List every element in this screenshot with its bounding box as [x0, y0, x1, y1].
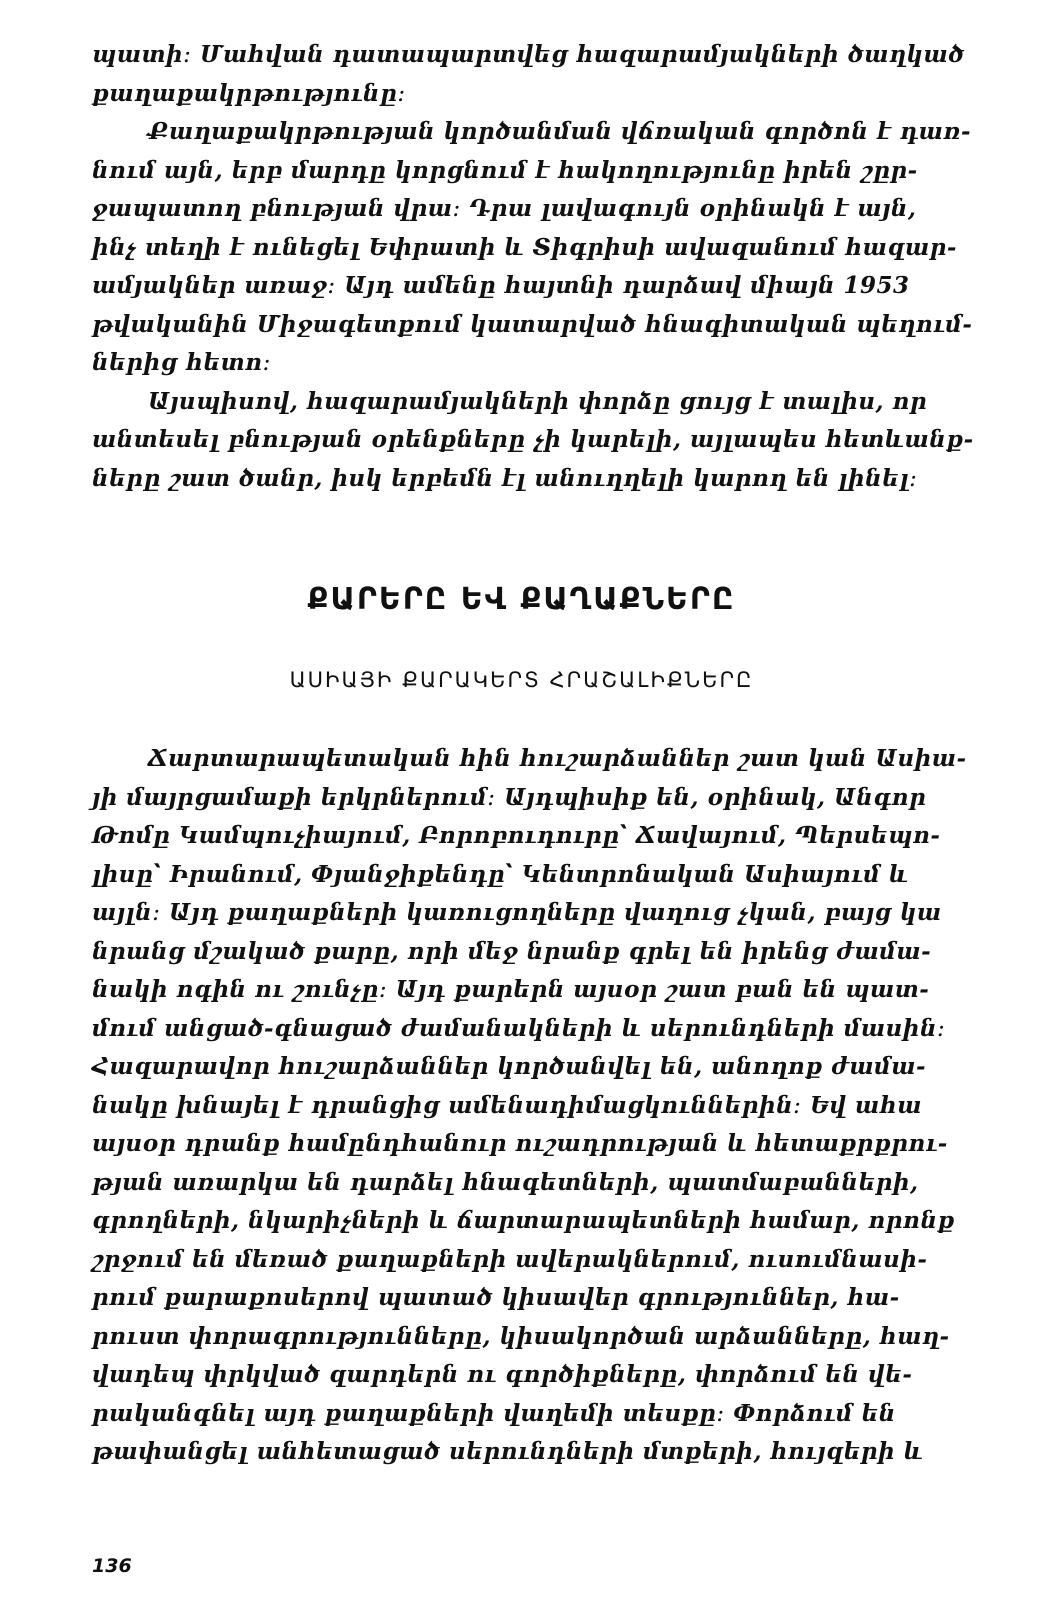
top-text-block [92, 36, 974, 498]
bottom-text-block [92, 740, 967, 1472]
text-line: Այսպիսով, հազարամյակների փորձը ցույց է տալիս, որ [148, 387, 928, 415]
text-line: լիսը՝ Իրանում, Փյանջիքենդը՝ Կենտրոնական Ասիայում և [92, 860, 909, 888]
text-line: Քաղաքակրթության կործանման վճռական գործոն է դառ- [148, 118, 972, 145]
text-line: թափանցել անհետացած սերունդների մտքերի, հույզերի և [92, 1438, 924, 1465]
text-line: նում այն, երբ մարդը կորցնում է հակողությունը իրեն շըր- [92, 156, 918, 184]
text-line: շրջում են մեռած քաղաքների ավերակներում, ուսումնասի- [92, 1245, 928, 1273]
page-number: 136 [92, 1555, 132, 1577]
text-line: պատի։ Մահվան դատապարտվեց հազարամյակների ծաղկած [92, 41, 965, 68]
text-line: ները շատ ծանր, իսկ երբեմն էլ անուղղելի կարող են լինել։ [92, 464, 918, 492]
text-line: քաղաքակրթությունը։ [92, 79, 406, 107]
text-line: անտեսել բնության օրենքները չի կարելի, այլապես հետևանք- [92, 426, 974, 453]
text-line: նակի ոգին ու շունչը։ Այդ քարերն այսօր շատ բան են պատ- [92, 976, 930, 1003]
text-line: րականգնել այդ քաղաքների վաղեմի տեսքը։ Փորձում են [92, 1399, 896, 1427]
text-line: Հազարավոր հուշարձաններ կործանվել են, անողոք ժամա- [92, 1053, 927, 1080]
chapter-heading: ՔԱՐԵՐԸ ԵՎ ՔԱՂԱՔՆԵՐԸ [307, 582, 736, 617]
text-line: ներից հետո։ [92, 349, 271, 376]
text-line: Ճարտարապետական հին հուշարձաններ շատ կան Ասիա- [148, 745, 967, 772]
text-line: այլն։ Այդ քաղաքների կառուցողները վաղուց չկան, բայց կա [92, 899, 942, 926]
text-line: ջապատող բնության վրա։ Դրա լավագույն օրինակն է այն, [92, 195, 917, 222]
text-line: Թոմը Կամպուչիայում, Բորոբուդուրը՝ Ճավայում, Պերսեպո- [92, 822, 941, 849]
text-line: նակը խնայել է դրանցից ամենադիմացկուններին։ Եվ ահա [92, 1091, 922, 1119]
text-line: ինչ տեղի է ունեցել Եփրատի և Տիգրիսի ավազանում հազար- [92, 233, 957, 261]
text-line: այսօր դրանք համընդհանուր ուշադրության և հետաքրքրու- [92, 1130, 948, 1157]
section-heading: ԱՍԻԱՅԻ ՔԱՐԱԿԵՐՏ ՀՐԱՇԱԼԻՔՆԵՐԸ [289, 668, 754, 692]
text-line: րում քարաքոսերով պատած կիսավեր գրություններ, հա- [92, 1284, 900, 1311]
text-line: րուստ փորագրությունները, կիսակործան արձանները, հաղ- [92, 1322, 950, 1350]
text-line: մում անցած-գնացած ժամանակների և սերունդների մասին։ [92, 1014, 946, 1042]
text-line: թյան առարկա են դարձել հնագետների, պատմաբանների, [92, 1168, 919, 1196]
text-line: ամյակներ առաջ։ Այդ ամենը հայտնի դարձավ միայն 1953 [92, 272, 910, 299]
text-line: վադեպ փրկված զարդերն ու գործիքները, փորձում են վե- [92, 1361, 913, 1388]
text-line: յի մայրցամաքի երկրներում։ Այդպիսիք են, օրինակ, Անգոր [92, 783, 927, 811]
text-line: նրանց մշակած քարը, որի մեջ նրանք գրել են իրենց ժամա- [92, 937, 932, 965]
text-line: թվականին Միջագետքում կատարված հնագիտական պեղում- [92, 310, 973, 338]
text-line: գրողների, նկարիչների և ճարտարապետների համար, որոնք [92, 1207, 955, 1234]
